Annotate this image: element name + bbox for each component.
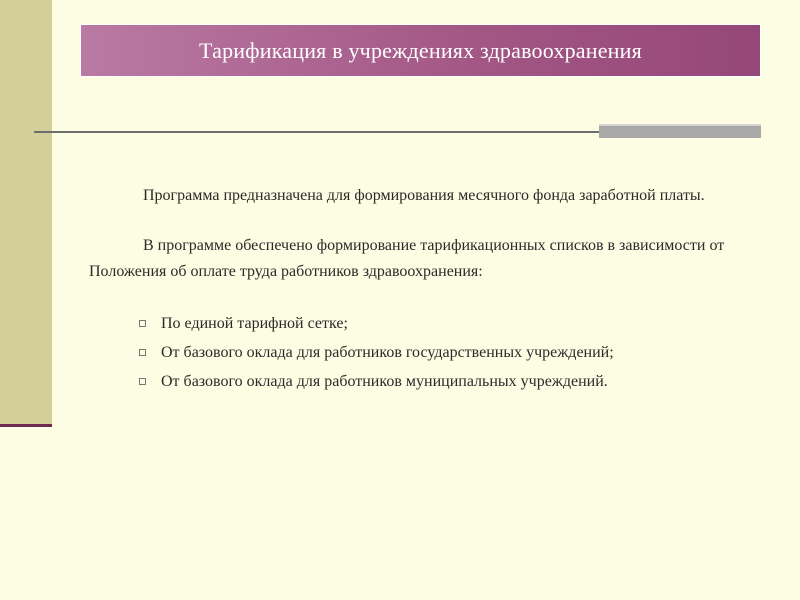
- paragraph-tariff-lists: В программе обеспечено формирование тарификационных списков в зависимости от Положения об оплате труда работников здравоохранения:: [89, 237, 725, 280]
- bullet-text: По единой тарифной сетке;: [161, 315, 348, 332]
- title-divider-block: [599, 124, 761, 138]
- bullet-text: От базового оклада для работников государственных учреждений;: [161, 344, 614, 361]
- paragraph-program-purpose: Программа предназначена для формирования месячного фонда заработной платы.: [143, 187, 705, 204]
- list-item: [89, 369, 779, 395]
- square-bullet-icon: [139, 378, 146, 385]
- bullet-list: [89, 311, 779, 395]
- list-item: [89, 340, 779, 366]
- title-divider-line: [34, 131, 599, 133]
- left-accent-bar: [0, 0, 52, 425]
- left-accent-bar-underline: [0, 424, 52, 427]
- square-bullet-icon: [139, 320, 146, 327]
- square-bullet-icon: [139, 349, 146, 356]
- slide-title: Тарификация в учреждениях здравоохранения: [199, 37, 642, 63]
- list-item: [89, 311, 779, 337]
- slide-body: [89, 183, 779, 398]
- bullet-text: От базового оклада для работников муниципальных учреждений.: [161, 373, 608, 390]
- slide-title-box: [80, 24, 761, 77]
